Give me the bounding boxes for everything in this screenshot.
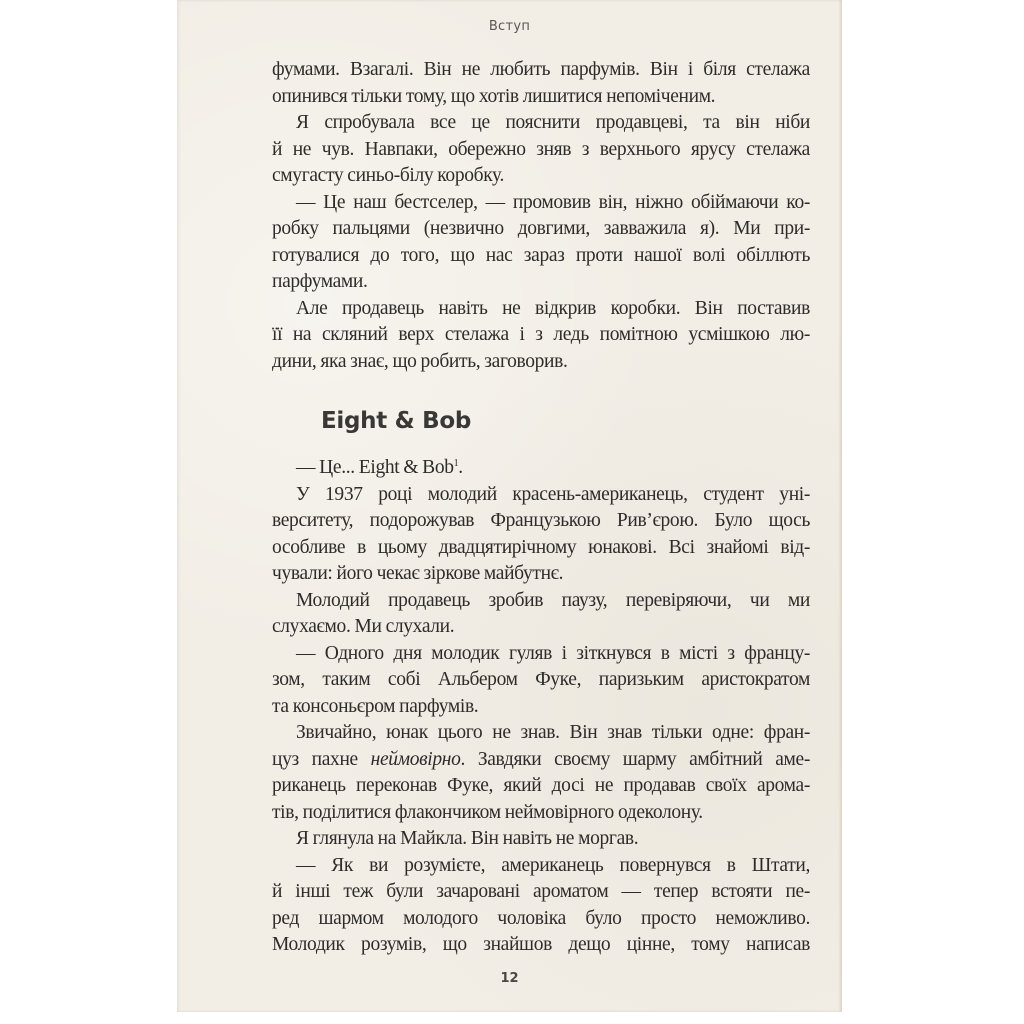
text-line: дини, яка знає, що робить, заговорив. — [272, 350, 568, 372]
text-line: парфумами. — [272, 271, 368, 292]
body-text-section-1 — [272, 57, 810, 375]
text-line: риканець переконав Фуке, який досі не продавав своїх арома- — [272, 775, 810, 796]
text-line: особливе в цьому двадцятирічному юнакові. Всі знайомі від- — [272, 536, 810, 558]
dialogue-end: . — [458, 457, 463, 478]
text-line: робку пальцями (незвично довгими, завважила я). Ми при- — [272, 218, 810, 239]
paragraph-start-line: Я глянула на Майкла. Він навіть не моргав. — [296, 828, 639, 849]
emphasis-text: неймовірно — [370, 748, 461, 770]
text-segment: цуз пахне — [272, 748, 371, 770]
dialogue-line — [272, 455, 810, 482]
text-line: зом, таким собі Альбером Фуке, паризьким аристократом — [272, 669, 810, 690]
page-number: 12 — [500, 971, 519, 986]
text-line: верситету, подорожував Французькою Рив’єрою. Було щось — [272, 510, 810, 531]
paragraph-start-line: Молодий продавець зробив паузу, перевіряючи, чи ми — [296, 589, 810, 611]
text-segment: . Завдяки своєму шарму амбітний аме- — [460, 748, 810, 770]
text-line: та консоньєром парфумів. — [272, 695, 479, 717]
paragraph-start-line: Але продавець навіть не відкрив коробки. Він поставив — [296, 297, 810, 319]
body-text-section-2 — [272, 455, 810, 959]
paragraph-start-line: Я спробувала все це пояснити продавцеві, та він ніби — [296, 112, 810, 133]
paragraph-start-line: Звичайно, юнак цього не знав. Він знав тільки одне: фран- — [296, 722, 810, 743]
paragraph-start-line: У 1937 році молодий красень-американець, студент уні- — [296, 483, 810, 505]
section-heading: Eight & Bob — [321, 408, 471, 434]
text-line: її на скляний верх стелажа і з ледь помітною усмішкою лю- — [272, 324, 810, 345]
text-line-with-emphasis — [272, 747, 810, 774]
text-line: тів, поділитися флакончиком неймовірного одеколону. — [272, 801, 703, 823]
paragraph-start-line: — Це наш бестселер, — промовив він, ніжно обіймаючи ко- — [296, 191, 810, 213]
text-line: опинився тільки тому, що хотів лишитися непоміченим. — [272, 85, 716, 107]
running-head: Вступ — [488, 19, 531, 34]
text-line: смугасту синьо-білу коробку. — [272, 165, 505, 186]
text-line: й не чув. Навпаки, обережно зняв з верхнього ярусу стелажа — [272, 138, 810, 160]
text-line: готувалися до того, що нас зараз проти нашої волі обіллють — [272, 244, 810, 266]
paragraph-start-line: — Як ви розумієте, американець повернувся в Штати, — [296, 854, 810, 876]
dialogue-text: — Це... Eight & Bob — [296, 457, 454, 478]
text-line: Молодик розумів, що знайшов дещо цінне, тому написав — [272, 934, 810, 955]
book-page — [177, 0, 842, 1012]
text-line: й інші теж були зачаровані ароматом — тепер встояти пе- — [272, 881, 810, 902]
paragraph-start-line: — Одного дня молодик гуляв і зіткнувся в місті з францу- — [296, 642, 810, 664]
footnote-marker[interactable]: 1 — [453, 458, 459, 469]
text-line: чували: його чекає зіркове майбутнє. — [272, 563, 564, 584]
text-line: ред шармом молодого чоловіка було просто неможливо. — [272, 907, 810, 929]
text-line: слухаємо. Ми слухали. — [272, 616, 455, 637]
text-line: фумами. Взагалі. Він не любить парфумів. Він і біля стелажа — [272, 59, 810, 80]
